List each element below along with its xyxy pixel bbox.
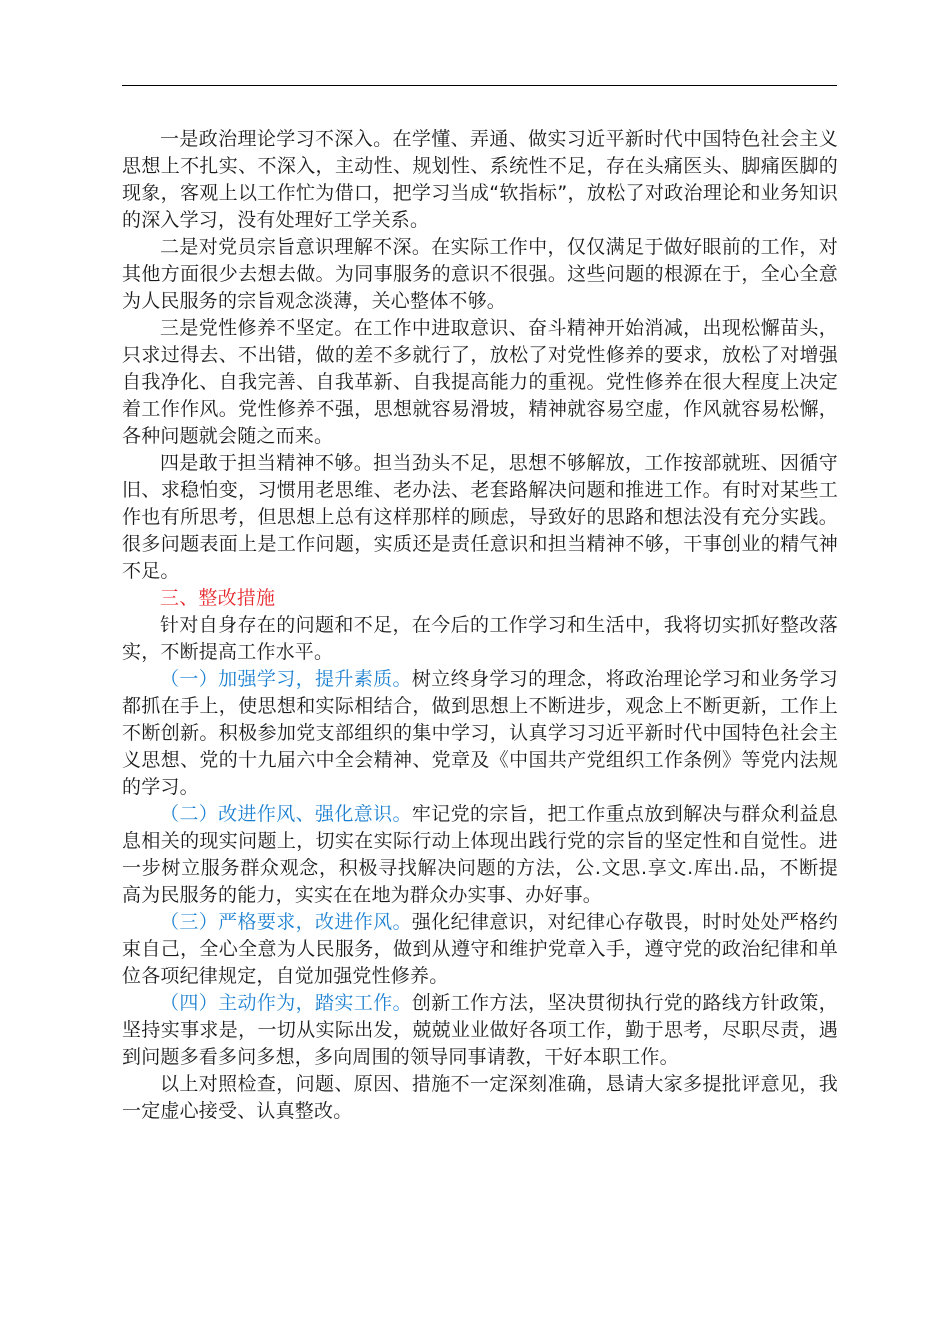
measure-3-label: （三）严格要求，改进作风。 <box>160 911 412 933</box>
measure-1 <box>122 666 838 801</box>
measure-3 <box>122 909 838 990</box>
paragraph-problem-3: 三是党性修养不坚定。在工作中进取意识、奋斗精神开始消减，出现松懈苗头，只求过得去、不出错，做的差不多就行了，放松了对党性修养的要求，放松了对增强自我净化、自我完善、自我革新、自我提高能力的重视。党性修养在很大程度上决定着工作作风。党性修养不强，思想就容易滑坡，精神就容易空虚，作风就容易松懈，各种问题就会随之而来。 <box>122 317 838 447</box>
measure-4-text: 创新工作方法，坚决贯彻执行党的路线方针政策，坚持实事求是，一切从实际出发，兢兢业业做好各项工作，勤于思考，尽职尽责，遇到问题多看多问多想，多向周围的领导同事请教，干好本职工作。 <box>122 992 838 1068</box>
header-rule <box>122 85 837 86</box>
measure-2-label: （二）改进作风、强化意识。 <box>160 803 412 825</box>
closing-paragraph: 以上对照检查，问题、原因、措施不一定深刻准确，恳请大家多提批评意见，我一定虚心接受、认真整改。 <box>122 1073 838 1122</box>
measure-2 <box>122 801 838 909</box>
paragraph-problem-2: 二是对党员宗旨意识理解不深。在实际工作中，仅仅满足于做好眼前的工作，对其他方面很少去想去做。为同事服务的意识不很强。这些问题的根源在于，全心全意为人民服务的宗旨观念淡薄，关心整体不够。 <box>122 236 838 312</box>
measure-4-label: （四）主动作为，踏实工作。 <box>160 992 412 1014</box>
measure-2-text: 牢记党的宗旨，把工作重点放到解决与群众利益息息相关的现实问题上，切实在实际行动上体现出践行党的宗旨的坚定性和自觉性。进一步树立服务群众观念，积极寻找解决问题的方法，公.文思.享文.库出.品，不断提高为民服务的能力，实实在在地为群众办实事、办好事。 <box>122 803 838 906</box>
measure-1-label: （一）加强学习，提升素质。 <box>160 668 412 690</box>
paragraph-problem-4: 四是敢于担当精神不够。担当劲头不足，思想不够解放，工作按部就班、因循守旧、求稳怕变，习惯用老思维、老办法、老套路解决问题和推进工作。有时对某些工作也有所思考，但思想上总有这样那样的顾虑，导致好的思路和想法没有充分实践。很多问题表面上是工作问题，实质还是责任意识和担当精神不够，干事创业的精气神不足。 <box>122 452 838 582</box>
measure-4 <box>122 990 838 1071</box>
document-body <box>122 126 838 1125</box>
measure-1-text: 树立终身学习的理念，将政治理论学习和业务学习都抓在手上，使思想和实际相结合，做到思想上不断进步，观念上不断更新，工作上不断创新。积极参加党支部组织的集中学习，认真学习习近平新时代中国特色社会主义思想、党的十九届六中全会精神、党章及《中国共产党组织工作条例》等党内法规的学习。 <box>122 668 838 798</box>
section-intro: 针对自身存在的问题和不足，在今后的工作学习和生活中，我将切实抓好整改落实，不断提高工作水平。 <box>122 614 838 663</box>
paragraph-problem-1: 一是政治理论学习不深入。在学懂、弄通、做实习近平新时代中国特色社会主义思想上不扎实、不深入，主动性、规划性、系统性不足，存在头痛医头、脚痛医脚的现象，客观上以工作忙为借口，把学习当成“软指标”，放松了对政治理论和业务知识的深入学习，没有处理好工学关系。 <box>122 128 838 231</box>
measure-3-text: 强化纪律意识，对纪律心存敬畏，时时处处严格约束自己，全心全意为人民服务，做到从遵守和维护党章入手，遵守党的政治纪律和单位各项纪律规定，自觉加强党性修养。 <box>122 911 838 987</box>
section-heading: 三、整改措施 <box>160 587 276 609</box>
